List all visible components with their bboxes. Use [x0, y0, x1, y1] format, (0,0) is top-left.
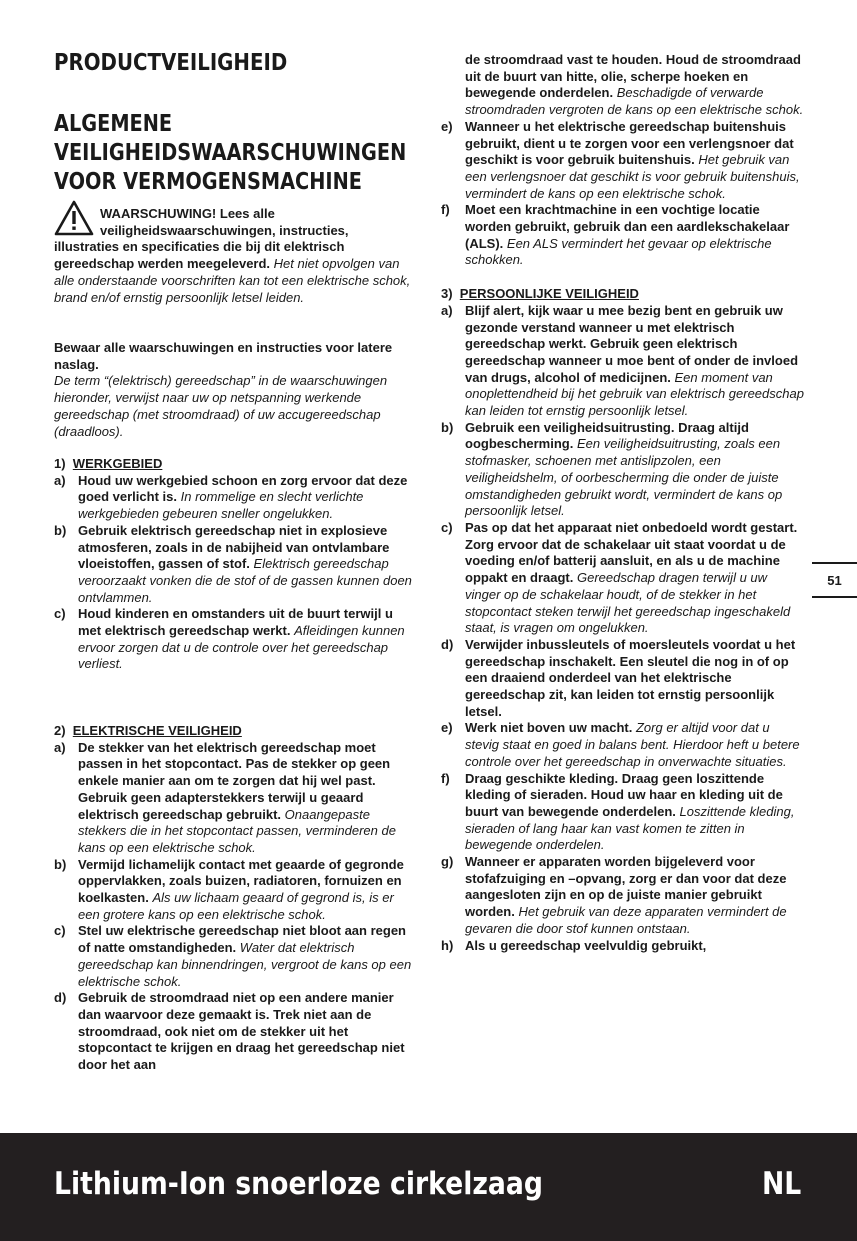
item-italic: Gereedschap dragen terwijl u uw vinger op de schakelaar houdt, of de stekker in het stopcontact steken terwijl het gereedschap ingeschakeld staat, is vragen om ongelukken. [465, 570, 791, 636]
item-italic: Onaangepaste stekkers die in het stopcontact passen, verminderen de kans op een elektrische schok. [78, 806, 396, 855]
item-italic: Een moment van onoplettendheid bij het gebruik van elektrisch gereedschap kan leiden tot ernstig persoonlijk letsel. [465, 369, 804, 419]
footer-product-title: Lithium-Ion snoerloze cirkelzaag [54, 1166, 543, 1202]
item-label: d) [54, 990, 67, 1006]
item-bold: de stroomdraad vast te houden. Houd de stroomdraad uit de buurt van hitte, olie, scherpe hoeken en bewegende onderdelen. [465, 52, 801, 101]
item-bold: Als u gereedschap veelvuldig gebruikt, [465, 937, 707, 953]
item-bold: Stel uw elektrische gereedschap niet bloot aan regen of natte omstandigheden. [78, 923, 406, 956]
section-electrical-safety [54, 723, 416, 1074]
item-bold: De stekker van het elektrisch gereedschap moet passen in het stopcontact. Pas de stekker op geen enkele manier aan om te zorgen dat hij wel past. Gebruik geen adapterstekkers terwijl u geaard elektrisch gereedschap gebruikt. [78, 739, 391, 822]
warning-paragraph [54, 206, 416, 306]
item-italic: Als uw lichaam geaard of gegrond is, is er een grotere kans op een elektrische schok. [78, 890, 394, 922]
section-title-text: ELEKTRISCHE VEILIGHEID [72, 723, 242, 738]
item-label: c) [54, 923, 66, 939]
page-number [812, 562, 857, 598]
section-number: 3) [441, 286, 453, 302]
item-label: g) [441, 854, 454, 870]
warning-bold-text: WAARSCHUWING! Lees alle veiligheidswaarschuwingen, instructies, illustraties en specificaties die bij dit elektrisch gereedschap werden meegeleverd. [54, 206, 349, 272]
section-number: 2) [54, 723, 66, 738]
section-work-area [54, 456, 416, 673]
item-label: c) [54, 606, 66, 622]
item-label: f) [441, 202, 450, 218]
item-bold: Verwijder inbussleutels of moersleutels voordat u het gereedschap inschakelt. Een sleutel die nog in of op een draaiend onderdeel van het elektrische gereedschap zit, kan leiden tot ernstig persoonlijk letsel. [465, 636, 796, 719]
item-bold: Houd uw werkgebied schoon en zorg ervoor dat deze goed verlicht is. [78, 472, 408, 505]
item-bold: Gebruik elektrisch gereedschap niet in explosieve atmosferen, zoals in de nabijheid van ontvlambare vloeistoffen, gassen of stof. [78, 522, 390, 572]
section-title-text: WERKGEBIED [72, 456, 163, 471]
item-italic: Water dat elektrisch gereedschap kan binnendringen, vergroot de kans op een elektrische schok. [78, 940, 412, 989]
list-item [441, 303, 806, 420]
page-number-text: 51 [827, 572, 842, 588]
item-label: c) [441, 519, 453, 535]
list-item [54, 857, 416, 924]
item-label: e) [441, 118, 453, 134]
item-italic: Het gebruik van deze apparaten vermindert de gevaren die door stof kunnen ontstaan. [465, 904, 787, 936]
item-italic: Afleidingen kunnen ervoor zorgen dat u de controle over het gereedschap verliest. [78, 623, 405, 672]
section-title [54, 456, 416, 473]
list-item [54, 740, 416, 857]
item-bold: Gebruik de stroomdraad niet op een andere manier dan waarvoor deze gemaakt is. Trek niet aan de stroomdraad, ook niet om de stekker uit het stopcontact te krijgen en draag het gereedschap niet door het aan [78, 990, 405, 1073]
right-column [441, 52, 806, 954]
section-title [441, 286, 806, 303]
item-italic: Een veiligheidsuitrusting, zoals een stofmasker, schoenen met antislipzolen, een veiligheidshelm, of oorbescherming die onder de juiste omstandigheden gebruikt wordt, vermindert de kans op persoonlijk letsel. [465, 436, 783, 519]
item-label: a) [441, 302, 453, 318]
item-italic: Zorg er altijd voor dat u stevig staat en goed in balans bent. Hierdoor heft u betere controle over het gereedschap in onverwachte situaties. [465, 720, 800, 769]
list-item [441, 420, 806, 520]
item-label: a) [54, 472, 66, 488]
item-bold: Wanneer er apparaten worden bijgeleverd voor stofafzuiging en –opvang, zorg er dan voor dat deze aangesloten zijn en op de juiste manier gebruikt worden. [465, 854, 787, 920]
item-bold: Moet een krachtmachine in een vochtige locatie worden gebruikt, gebruik dan een aardlekschakelaar (ALS). [465, 202, 790, 251]
item-italic: Elektrisch gereedschap veroorzaakt vonken die de stof of de gassen kunnen doen ontvlammen. [78, 556, 412, 605]
section-number: 1) [54, 456, 66, 471]
item-label: b) [54, 856, 67, 872]
section-title [54, 723, 416, 740]
warning-italic-text: Het niet opvolgen van alle onderstaande voorschriften kan tot een elektrische schok, brand en/of ernstig persoonlijk letsel leiden. [54, 256, 411, 305]
list-item [54, 606, 416, 673]
item-italic: Het gebruik van een verlengsnoer dat geschikt is voor gebruik buitenshuis, vermindert de kans op een elektrische schok. [465, 152, 800, 201]
item-bold: Werk niet boven uw macht. [465, 720, 633, 736]
keep-bold-text: Bewaar alle waarschuwingen en instructies voor latere naslag. [54, 340, 393, 372]
item-bold: Draag geschikte kleding. Draag geen loszittende kleding of sieraden. Houd uw haar en kleding uit de buurt van bewegende onderdelen. [465, 770, 783, 819]
item-label: d) [441, 636, 454, 652]
item-label: b) [54, 522, 67, 538]
list-item [54, 990, 416, 1074]
footer-language-code: NL [762, 1166, 802, 1202]
list-item [441, 202, 806, 269]
item-italic: Loszittende kleding, sieraden of lang haar kan vast komen te zitten in bewegende onderdelen. [465, 803, 795, 853]
item-bold: Blijf alert, kijk waar u mee bezig bent en gebruik uw gezonde verstand wanneer u met elektrisch gereedschap werkt. Gebruik geen elektrisch gereedschap wanneer u moe bent of onder de invloed van drugs, alcohol of medicijnen. [465, 302, 799, 385]
list-item [441, 119, 806, 203]
section-heading [54, 110, 406, 197]
item-label: b) [441, 419, 454, 435]
item-bold: Pas op dat het apparaat niet onbedoeld wordt gestart. Zorg ervoor dat de schakelaar uit staat voordat u de voeding en/of batterij aansluit, en als u de machine oppakt en draagt. [465, 519, 798, 586]
section-heading-line-3: VOOR VERMOGENSMACHINE [54, 169, 362, 195]
item-bold: Gebruik een veiligheidsuitrusting. Draag altijd oogbescherming. [465, 419, 749, 452]
keep-instructions-paragraph [54, 340, 416, 440]
item-italic: Beschadigde of verwarde stroomdraden vergroten de kans op een elektrische schok. [465, 85, 804, 118]
section-heading-line-1: ALGEMENE [54, 111, 173, 137]
keep-italic-text: De term “(elektrisch) gereedschap” in de waarschuwingen hieronder, verwijst naar uw op netspanning werkende gereedschap (met stroomdraad) of uw accugereedschap (draadloos). [54, 373, 388, 439]
list-item [441, 520, 806, 637]
item-label: f) [441, 770, 450, 786]
list-item [441, 720, 806, 770]
list-item [441, 771, 806, 855]
list-item [441, 938, 806, 955]
item-bold: Vermijd lichamelijk contact met geaarde of gegronde oppervlakken, zoals buizen, radiatoren, fornuizen en koelkasten. [78, 856, 404, 906]
list-item [54, 523, 416, 607]
section-title-text: PERSOONLIJKE VEILIGHEID [459, 286, 639, 302]
item-label: h) [441, 937, 454, 953]
list-item-continuation [441, 52, 806, 119]
section-heading-line-2: VEILIGHEIDSWAARSCHUWINGEN [54, 140, 407, 166]
item-bold: Houd kinderen en omstanders uit de buurt terwijl u met elektrisch gereedschap werkt. [78, 606, 393, 639]
item-label: e) [441, 720, 453, 736]
list-item [441, 637, 806, 721]
item-label: a) [54, 739, 66, 755]
list-item [54, 923, 416, 990]
item-italic: Een ALS vermindert het gevaar op elektrische schokken. [465, 235, 772, 268]
list-item [54, 473, 416, 523]
item-italic: In rommelige en slecht verlichte werkgebieden gebeuren sneller ongelukken. [78, 489, 364, 522]
list-item [441, 854, 806, 938]
page-heading: PRODUCTVEILIGHEID [54, 50, 288, 76]
item-bold: Wanneer u het elektrische gereedschap buitenshuis gebruikt, dient u te zorgen voor een verlengsnoer dat geschikt is voor gebruik buitenshuis. [465, 118, 794, 168]
